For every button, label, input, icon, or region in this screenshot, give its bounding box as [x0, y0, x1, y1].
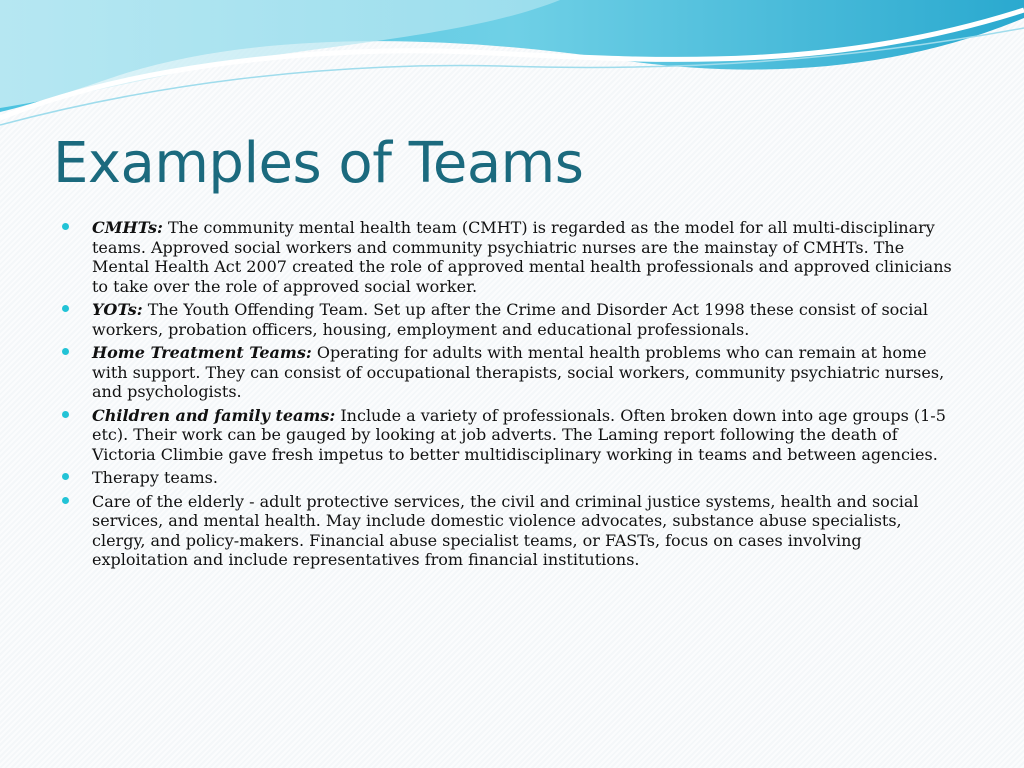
team-term: YOTs:: [92, 300, 143, 319]
bullet-dot-icon: [62, 348, 69, 355]
team-description: Care of the elderly - adult protective services, the civil and criminal justice systems, health and social services, and mental health. May include domestic violence advocates, substance abuse specialists, clergy, and policy-makers. Financial abuse specialist teams, or FASTs, focus on cases involving exploitation and include representatives from financial institutions.: [92, 491, 919, 569]
bullet-dot-icon: [62, 305, 69, 312]
list-item: [58, 300, 958, 339]
bullet-dot-icon: [62, 411, 69, 418]
team-term: CMHTs:: [92, 218, 163, 237]
team-term: Children and family teams:: [92, 405, 336, 425]
bullet-dot-icon: [62, 473, 69, 480]
list-item: [58, 468, 958, 488]
bullet-dot-icon: [62, 223, 69, 230]
bullet-dot-icon: [62, 497, 69, 504]
team-description: Include a variety of professionals. Often broken down into age groups (1-5 etc). Their work can be gauged by looking at job adverts. The Laming report following the death of Victoria Climbie gave fresh impetus to better multidisciplinary working in teams and between agencies.: [92, 405, 946, 464]
team-description: The Youth Offending Team. Set up after the Crime and Disorder Act 1998 these consist of social workers, probation officers, housing, employment and educational professionals.: [92, 300, 929, 339]
page-title: Examples of Teams: [53, 131, 584, 196]
team-description: The community mental health team (CMHT) is regarded as the model for all multi-disciplinary teams. Approved social workers and community psychiatric nurses are the mainstay of CMHTs. The Mental Health Act 2007 created the role of approved mental health professionals and approved clinicians to take over the role of approved social worker.: [92, 218, 952, 296]
list-item: [58, 218, 958, 296]
team-term: Home Treatment Teams:: [92, 343, 312, 362]
list-item: [58, 406, 958, 465]
team-description: Therapy teams.: [92, 468, 218, 487]
header-wave-decoration: [0, 0, 1024, 130]
list-item: [58, 343, 958, 402]
bullet-list: [58, 218, 958, 574]
list-item: [58, 492, 958, 570]
team-description: Operating for adults with mental health problems who can remain at home with support. They can consist of occupational therapists, social workers, community psychiatric nurses, and psychologists.: [92, 343, 945, 401]
